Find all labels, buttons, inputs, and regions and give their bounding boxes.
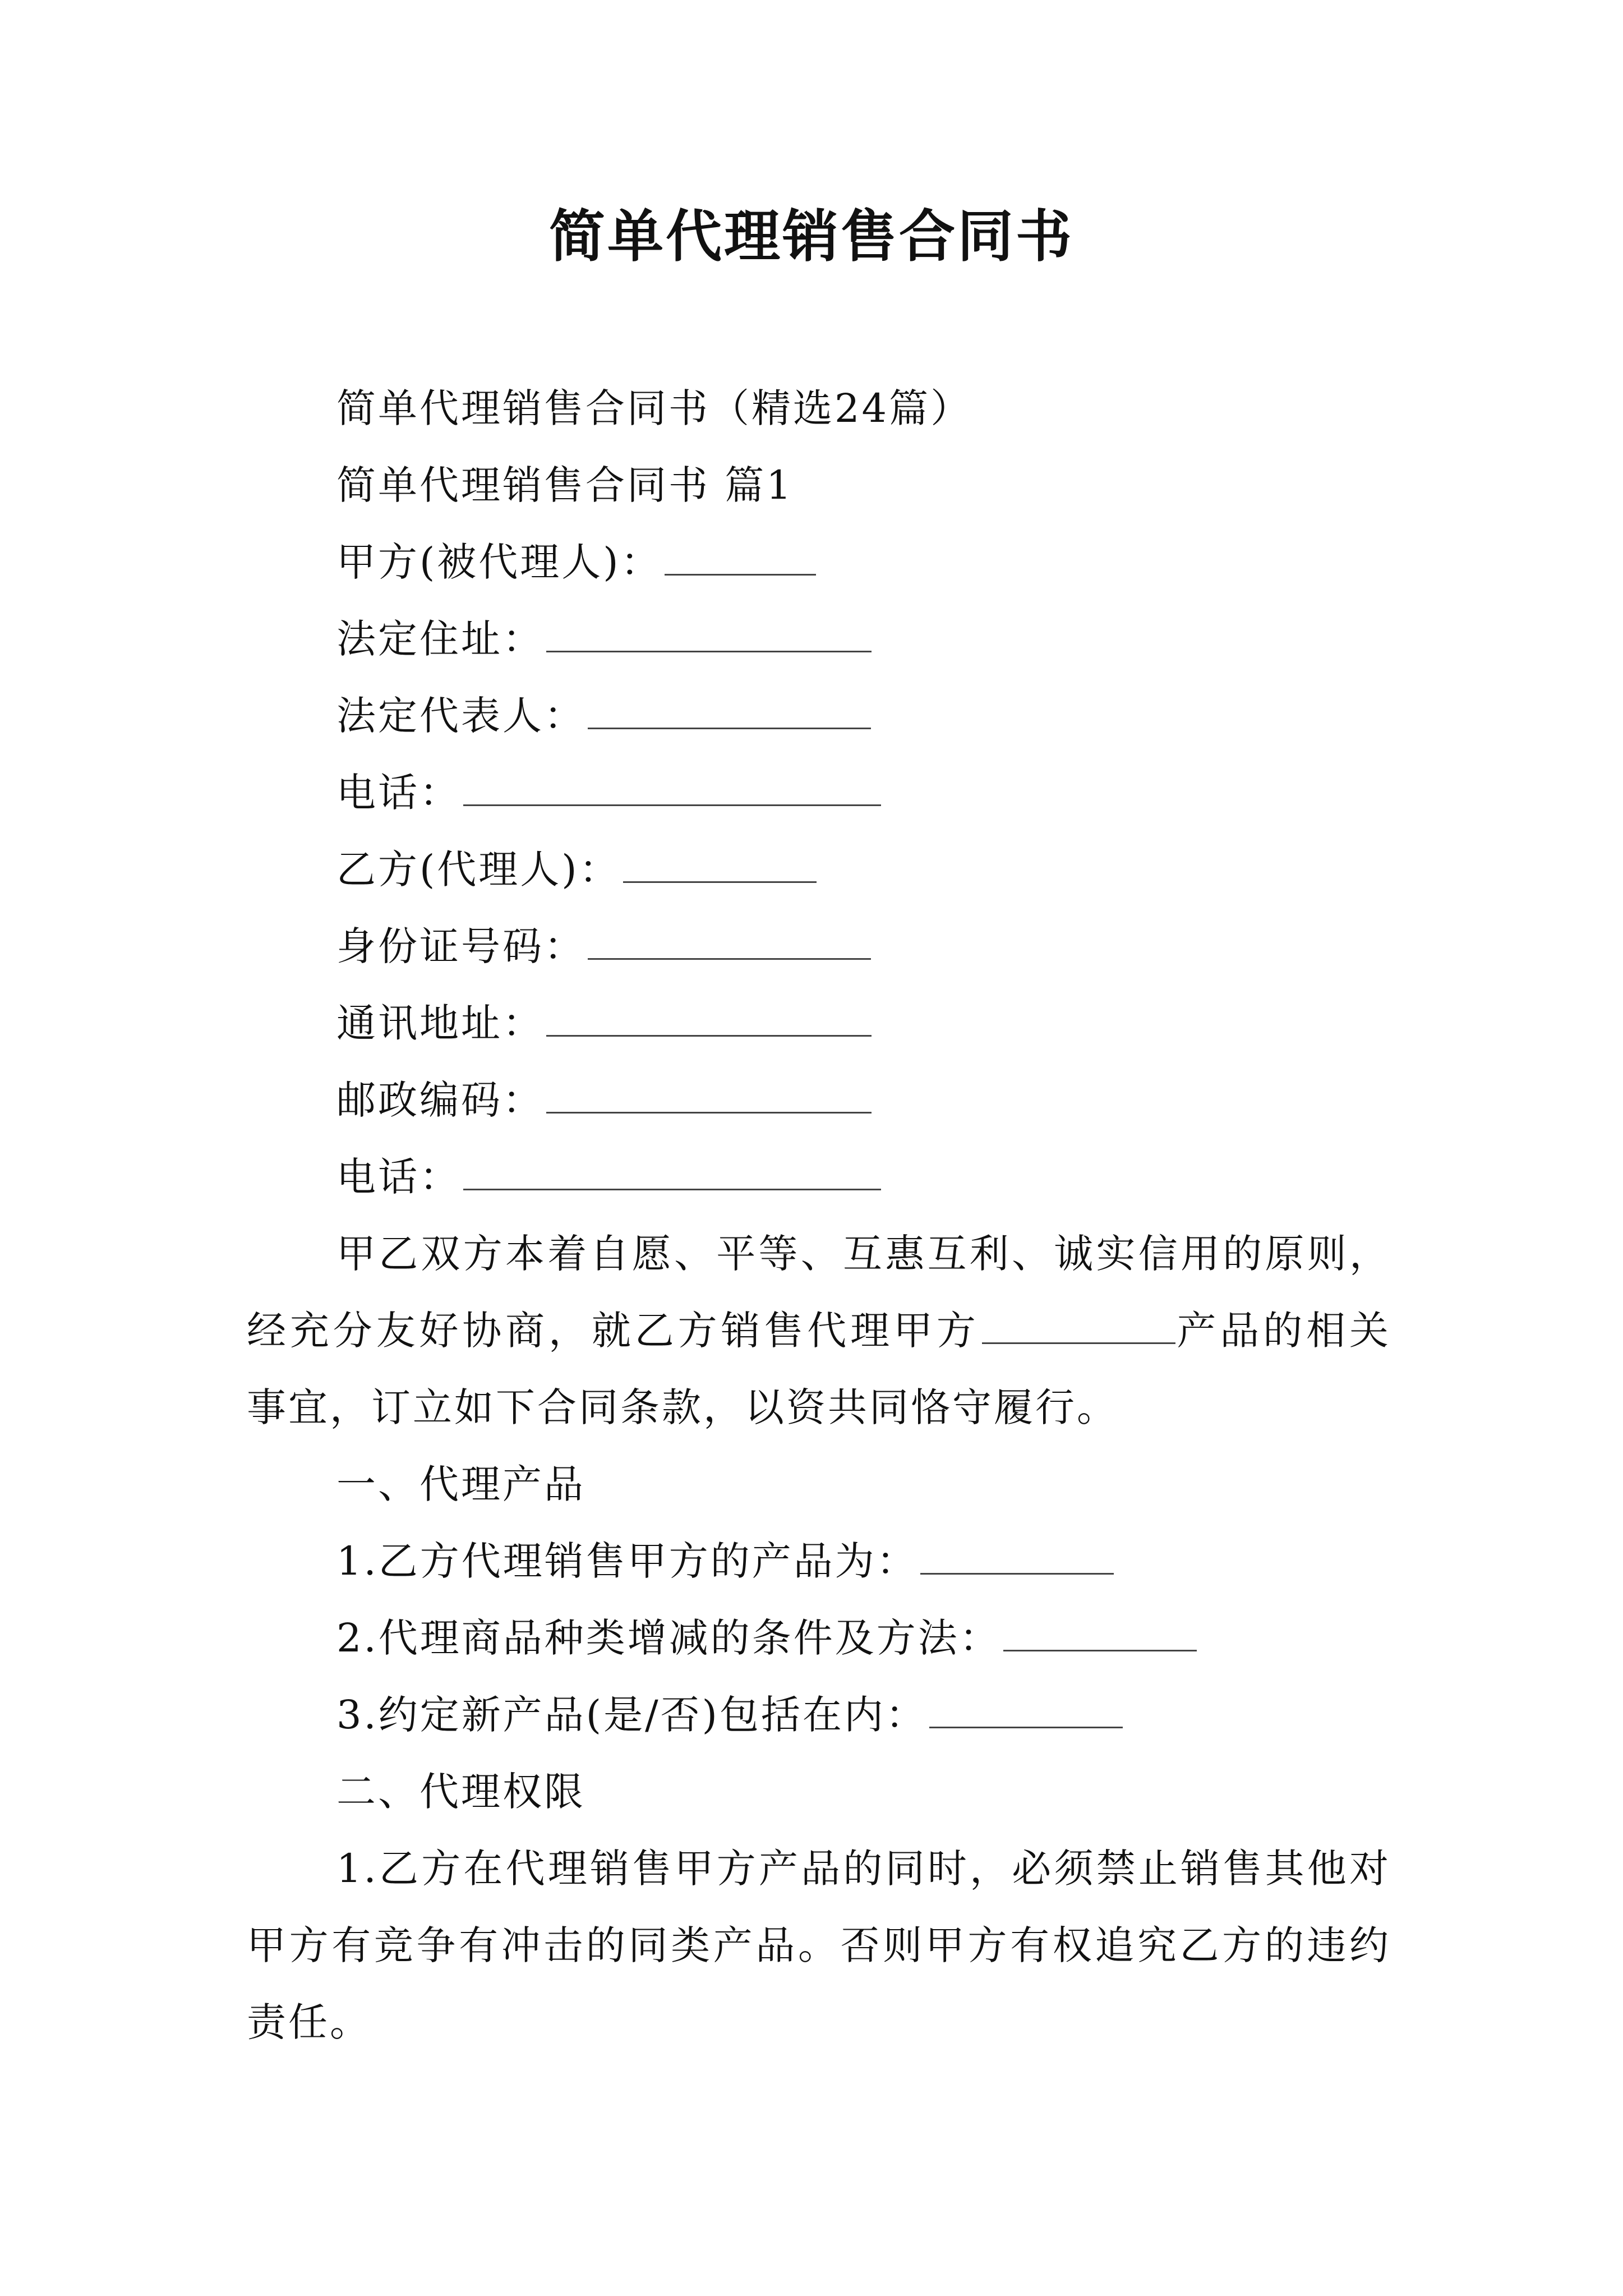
section2-item1: 1.乙方在代理销售甲方产品的同时，必须禁止销售其他对甲方有竞争有冲击的同类产品。否则甲方有权追究乙方的违约责任。 bbox=[247, 1846, 1391, 2045]
section1-item1-blank bbox=[920, 1545, 1114, 1575]
section1-item2-row bbox=[247, 1600, 1391, 1677]
party-a-rep-row bbox=[247, 678, 1391, 754]
intro-part2: 产品的相关事宜，订立如下合同条款，以资共同恪守履行。 bbox=[247, 1308, 1391, 1430]
party-a-phone-row bbox=[247, 754, 1391, 831]
section1-heading: 一、代理产品 bbox=[336, 1461, 585, 1507]
party-a-phone-blank bbox=[463, 776, 881, 806]
intro-part1: 甲乙双方本着自愿、平等、互惠互利、诚实信用的原则，经充分友好协商，就乙方销售代理甲方 bbox=[247, 1231, 1391, 1354]
section1-item3: 3.约定新产品(是/否)包括在内： bbox=[336, 1692, 927, 1738]
section1-item2-blank bbox=[1003, 1622, 1197, 1651]
party-b-name-blank bbox=[623, 853, 817, 883]
party-a-rep-blank bbox=[588, 700, 871, 729]
party-b-postcode-row bbox=[247, 1062, 1391, 1139]
party-a-phone-label: 电话： bbox=[336, 770, 461, 816]
section1-item1: 1.乙方代理销售甲方的产品为： bbox=[336, 1538, 918, 1584]
section1-item1-row bbox=[247, 1523, 1391, 1600]
party-b-id-row bbox=[247, 908, 1391, 985]
party-b-postcode-blank bbox=[546, 1084, 872, 1114]
party-b-address-row bbox=[247, 985, 1391, 1062]
party-b-postcode-label: 邮政编码： bbox=[336, 1077, 544, 1123]
party-b-phone-label: 电话： bbox=[336, 1154, 461, 1200]
party-a-rep-label: 法定代表人： bbox=[336, 693, 585, 739]
intro-paragraph bbox=[247, 1216, 1391, 1446]
section-heading: 简单代理销售合同书 篇1 bbox=[336, 462, 794, 508]
party-a-name-row bbox=[247, 524, 1391, 601]
section1-item2: 2.代理商品种类增减的条件及方法： bbox=[336, 1615, 1001, 1661]
subtitle: 简单代理销售合同书（精选24篇） bbox=[336, 385, 972, 431]
party-a-name-blank bbox=[665, 546, 816, 576]
section1-item3-blank bbox=[929, 1699, 1123, 1728]
section2-heading: 二、代理权限 bbox=[336, 1769, 585, 1815]
party-b-phone-blank bbox=[463, 1161, 881, 1190]
party-b-phone-row bbox=[247, 1139, 1391, 1216]
party-a-name-label: 甲方(被代理人)： bbox=[336, 539, 662, 585]
party-b-id-label: 身份证号码： bbox=[336, 923, 585, 969]
party-a-address-row bbox=[247, 601, 1391, 678]
intro-product-blank bbox=[982, 1314, 1175, 1344]
document-body bbox=[247, 370, 1391, 2061]
party-b-address-blank bbox=[546, 1007, 872, 1037]
party-b-name-row bbox=[247, 831, 1391, 908]
document-title: 简单代理销售合同书 bbox=[549, 204, 1074, 269]
party-a-address-label: 法定住址： bbox=[336, 616, 544, 662]
party-a-address-blank bbox=[546, 623, 872, 652]
party-b-address-label: 通讯地址： bbox=[336, 1000, 544, 1046]
party-b-name-label: 乙方(代理人)： bbox=[336, 846, 621, 892]
section1-item3-row bbox=[247, 1677, 1391, 1754]
party-b-id-blank bbox=[588, 930, 871, 960]
